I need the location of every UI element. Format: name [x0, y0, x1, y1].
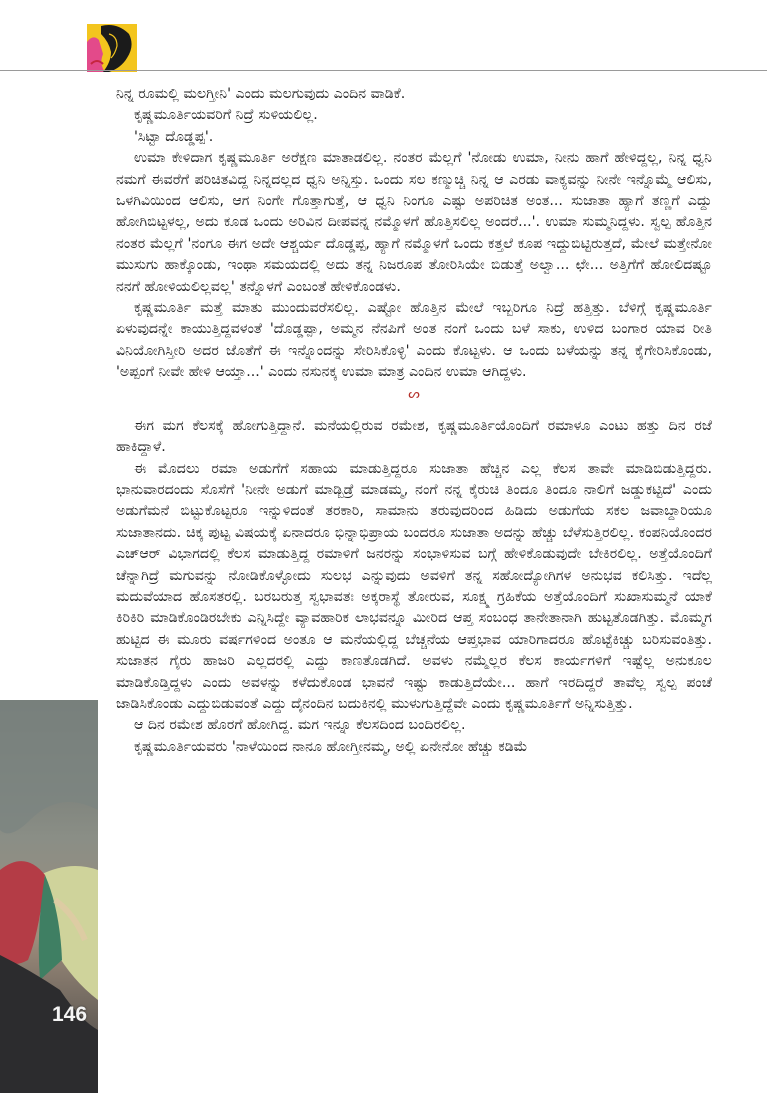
paragraph: ಈ ಮೊದಲು ರಮಾ ಅಡುಗೆಗೆ ಸಹಾಯ ಮಾಡುತ್ತಿದ್ದರೂ ಸುಜಾತಾ ಹೆಚ್ಚಿನ ಎಲ್ಲ ಕೆಲಸ ತಾವೇ ಮಾಡಿಬಿಡುತ್ತಿದ್ದರು. ಭಾನುವಾರದಂದು ಸೊಸೆಗೆ 'ನೀನೇ ಅಡುಗೆ ಮಾಡ್ಬಿಡ್ರೆ ಮಾಡಮ್ಮ, ನಂಗೆ ನನ್ನ ಕೈರುಚಿ ತಿಂದೂ ತಿಂದೂ ನಾಲಿಗೆ ಜಡ್ಡುಕಟ್ಟಿದೆ' ಎಂದು ಅಡುಗೆಮನೆ ಬಿಟ್ಟುಕೊಟ್ಟರೂ ಇನ್ನುಳಿದಂತೆ ತರಕಾರಿ, ಸಾಮಾನು ತರುವುದರಿಂದ ಹಿಡಿದು ಅಡುಗೆಯ ಸಕಲ ಜವಾಬ್ದಾರಿಯೂ ಸುಜಾತಾನದು. ಚಿಕ್ಕ ಪುಟ್ಟ ವಿಷಯಕ್ಕೆ ಏನಾದರೂ ಭಿನ್ನಾಭಿಪ್ರಾಯ ಬಂದರೂ ಸುಜಾತಾ ಅದನ್ನು ಹೆಚ್ಚು ಬೆಳೆಸುತ್ತಿರಲಿಲ್ಲ. ಕಂಪನಿಯೊಂದರ ಎಚ್‌ಆರ್ ವಿಭಾಗದಲ್ಲಿ ಕೆಲಸ ಮಾಡುತ್ತಿದ್ದ ರಮಾಳಿಗೆ ಜನರನ್ನು ಸಂಭಾಳಿಸುವ ಬಗ್ಗೆ ಹೇಳಿಕೊಡುವುದೇ ಬೇಕಿರಲಿಲ್ಲ. ಅತ್ತೆಯೊಂದಿಗೆ ಚೆನ್ನಾಗಿದ್ರೆ ಮಗುವನ್ನು ನೋಡಿಕೊಳ್ಳೋದು ಸುಲಭ ಎನ್ನುವುದು ಅವಳಿಗೆ ತನ್ನ ಸಹೋದ್ಯೋಗಿಗಳ ಅನುಭವ ಕಲಿಸಿತ್ತು. ಇದೆಲ್ಲ ಮದುವೆಯಾದ ಹೊಸತರಲ್ಲಿ. ಬರಬರುತ್ತ ಸ್ವಭಾವತಃ ಅಕ್ಕರಾಸ್ಥೆ ತೋರುವ, ಸೂಕ್ಷ್ಮ ಗ್ರಹಿಕೆಯ ಅತ್ತೆಯೊಂದಿಗೆ ಸುಖಾಸುಮ್ಮನೆ ಯಾಕೆ ಕಿರಿಕಿರಿ ಮಾಡಿಕೊಂಡಿರಬೇಕು ಎನ್ನಿಸಿದ್ದೇ ವ್ಯಾವಹಾರಿಕ ಲಾಭವನ್ನೂ ಮೀರಿದ ಆಪ್ತ ಸಂಬಂಧ ತಾನೇತಾನಾಗಿ ಹುಟ್ಟತೊಡಗಿತ್ತು. ಮೊಮ್ಮಗ ಹುಟ್ಟಿದ ಈ ಮೂರು ವರ್ಷಗಳಿಂದ ಅಂತೂ ಆ ಮನೆಯಲ್ಲಿದ್ದ ಬೆಚ್ಚನೆಯ ಆಪ್ತಭಾವ ಯಾರಿಗಾದರೂ ಹೊಟ್ಟೆಕಿಚ್ಚು ಬರಿಸುವಂತಿತ್ತು. ಸುಜಾತನ ಗೈರು ಹಾಜರಿ ಎಲ್ಲದರಲ್ಲಿ ಎದ್ದು ಕಾಣತೊಡಗಿದೆ. ಅವಳು ನಮ್ಮೆಲ್ಲರ ಕೆಲಸ ಕಾರ್ಯಗಳಿಗೆ ಇಷ್ಟೆಲ್ಲ ಅನುಕೂಲ ಮಾಡಿಕೊಡ್ತಿದ್ದಳು ಎಂದು ಅವಳನ್ನು ಕಳೆದುಕೊಂಡ ಭಾವನೆ ಇಷ್ಟು ಕಾಡುತ್ತಿದೆಯೇ... ಹಾಗೆ ಇರದಿದ್ದರೆ ತಾವೆಲ್ಲ ಸ್ವಲ್ಪ ಪಂಚೆ ಜಾಡಿಸಿಕೊಂಡು ಎದ್ದುಬಿಡುವಂತೆ ಎದ್ದು ದೈನಂದಿನ ಬದುಕಿನಲ್ಲಿ ಮುಳುಗುತ್ತಿದ್ದೆವೇ ಎಂದು ಕೃಷ್ಣಮೂರ್ತಿಗೆ ಅನ್ನಿಸುತ್ತಿತ್ತು.	[116, 460, 712, 712]
paragraph: ಕೃಷ್ಣಮೂರ್ತಿಯವರು 'ನಾಳೆಯಿಂದ ನಾನೂ ಹೋಗ್ತೀನಮ್ಮ, ಅಲ್ಲಿ ಏನೇನೋ ಹೆಚ್ಚು ಕಡಿಮೆ	[134, 738, 528, 755]
section-two	[116, 416, 712, 759]
paragraph: ನಿನ್ನ ರೂಮಲ್ಲಿ ಮಲಗ್ತೀನಿ' ಎಂದು ಮಲಗುವುದು ಎಂದಿನ ವಾಡಿಕೆ.	[116, 86, 406, 102]
article-body	[116, 84, 712, 758]
paragraph: ಕೃಷ್ಣಮೂರ್ತಿಯವರಿಗೆ ನಿದ್ರೆ ಸುಳಿಯಲಿಲ್ಲ.	[134, 107, 318, 124]
paragraph: ಆ ದಿನ ರಮೇಶ ಹೊರಗೆ ಹೋಗಿದ್ದ. ಮಗ ಇನ್ನೂ ಕೆಲಸದಿಂದ ಬಂದಿರಲಿಲ್ಲ.	[134, 717, 466, 734]
page-number: 146	[52, 1003, 88, 1026]
paragraph: ಉಮಾ ಕೇಳಿದಾಗ ಕೃಷ್ಣಮೂರ್ತಿ ಅರೆಕ್ಷಣ ಮಾತಾಡಲಿಲ್ಲ. ನಂತರ ಮೆಲ್ಲಗೆ 'ನೋಡು ಉಮಾ, ನೀನು ಹಾಗೆ ಹೇಳಿದ್ದಲ್ಲ, ನಿನ್ನ ಧ್ವನಿ ನಮಗೆ ಈವರೆಗೆ ಪರಿಚಿತವಿದ್ದ ನಿನ್ನದಲ್ಲದ ಧ್ವನಿ ಅನ್ನಿಸ್ತು. ಒಂದು ಸಲ ಕಣ್ಮುಚ್ಚಿ ನಿನ್ನ ಆ ಎರಡು ವಾಕ್ಯವನ್ನು ನೀನೇ ಇನ್ನೊಮ್ಮೆ ಆಲಿಸು, ಒಳಗಿವಿಯಿಂದ ಆಲಿಸು, ಆಗ ನಿಂಗೇ ಗೊತ್ತಾಗುತ್ತೆ, ಆ ಧ್ವನಿ ನಿಂಗೂ ಎಷ್ಟು ಅಪರಿಚಿತ ಅಂತ... ಸುಜಾತಾ ಹ್ಯಾಗೆ ತಣ್ಣಗೆ ಎದ್ದು ಹೋಗಿಬಿಟ್ಟಳಲ್ಲ, ಅದು ಕೂಡ ಒಂದು ಅರಿವಿನ ದೀಪವನ್ನ ನಮ್ಮೊಳಗೆ ಹೊತ್ತಿಸಲಿಲ್ಲ ಅಂದರೆ...'. ಉಮಾ ಸುಮ್ಮನಿದ್ದಳು. ಸ್ವಲ್ಪ ಹೊತ್ತಿನ ನಂತರ ಮೆಲ್ಲಗೆ 'ನಂಗೂ ಈಗ ಅದೇ ಆಶ್ಚರ್ಯ ದೊಡ್ಡಪ್ಪ, ಹ್ಯಾಗೆ ನಮ್ಮೊಳಗೆ ಒಂದು ಕತ್ತಲೆ ಕೂಪ ಇದ್ದುಬಿಟ್ಟಿರುತ್ತದೆ, ಮೇಲೆ ಮತ್ತೇನೋ ಮುಸುಗು ಹಾಕ್ಕೊಂಡು, ಇಂಥಾ ಸಮಯದಲ್ಲಿ ಅದು ತನ್ನ ನಿಜರೂಪ ತೋರಿಸಿಯೇ ಬಿಡುತ್ತೆ ಅಲ್ವಾ... ಛೇ... ಅತ್ತಿಗೆಗೆ ಹೋಲಿದಷ್ಟೂ ನನಗೆ ಹೋಳಿಯಲಿಲ್ಲವಲ್ಲ' ತನ್ನೊಳಗೆ ಎಂಬಂತೆ ಹೇಳಿಕೊಂಡಳು.	[116, 150, 712, 295]
face-profile-logo	[87, 24, 137, 72]
paragraph: ಕೃಷ್ಣಮೂರ್ತಿ ಮತ್ತೆ ಮಾತು ಮುಂದುವರೆಸಲಿಲ್ಲ. ಎಷ್ಟೋ ಹೊತ್ತಿನ ಮೇಲೆ ಇಬ್ಬರಿಗೂ ನಿದ್ರೆ ಹತ್ತಿತ್ತು. ಬೆಳಿಗ್ಗೆ ಕೃಷ್ಣಮೂರ್ತಿ ಏಳುವುದನ್ನೇ ಕಾಯುತ್ತಿದ್ದವಳಂತೆ 'ದೊಡ್ಡಪ್ಪಾ, ಅಮ್ಮನ ನೆನಪಿಗೆ ಅಂತ ನಂಗೆ ಒಂದು ಬಳೆ ಸಾಕು, ಉಳಿದ ಬಂಗಾರ ಯಾವ ರೀತಿ ವಿನಿಯೋಗಿಸ್ತೀರಿ ಅದರ ಜೊತೆಗೆ ಈ ಇನ್ನೊಂದನ್ನು ಸೇರಿಸಿಕೊಳ್ಳಿ' ಎಂದು ಕೊಟ್ಟಳು. ಆ ಒಂದು ಬಳೆಯನ್ನು ತನ್ನ ಕೈಗೇರಿಸಿಕೊಂಡು, 'ಅಪ್ಪಂಗೆ ನೀವೇ ಹೇಳಿ ಆಯ್ತಾ...' ಎಂದು ನಸುನಕ್ಕ ಉಮಾ ಮಾತ್ರ ಎಂದಿನ ಉಮಾ ಆಗಿದ್ದಳು.	[116, 300, 712, 381]
section-one	[116, 84, 712, 384]
paragraph: 'ಸಿಟ್ಟಾ ದೊಡ್ಡಪ್ಪ'.	[134, 128, 214, 145]
paragraph: ಈಗ ಮಗ ಕೆಲಸಕ್ಕೆ ಹೋಗುತ್ತಿದ್ದಾನೆ. ಮನೆಯಲ್ಲಿರುವ ರಮೇಶ, ಕೃಷ್ಣಮೂರ್ತಿಯೊಂದಿಗೆ ರಮಾಳೂ ಎಂಟು ಹತ್ತು ದಿನ ರಜೆ ಹಾಕಿದ್ದಾಳೆ.	[116, 417, 712, 456]
section-separator-ornament: ᔕ	[408, 386, 420, 402]
header-rule	[0, 70, 767, 71]
painting-fragment	[0, 700, 98, 1093]
